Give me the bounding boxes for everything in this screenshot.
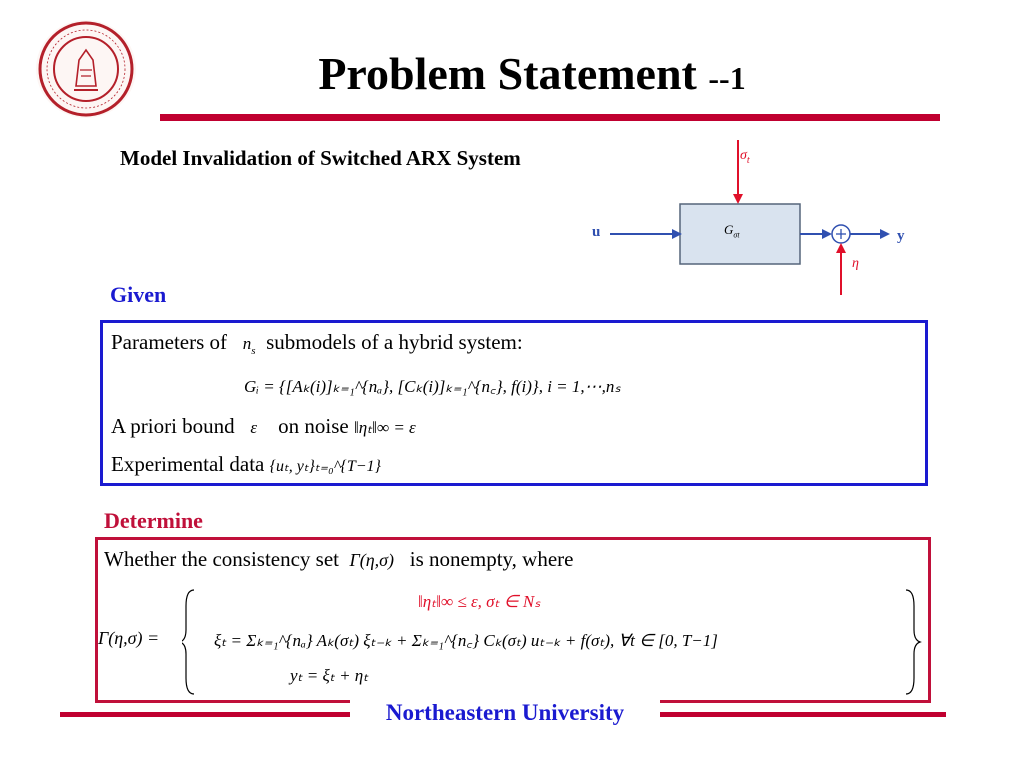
- determine-line1: Whether the consistency set Γ(η,σ) is nonempty, where: [104, 547, 574, 571]
- page-title: [0, 46, 1024, 106]
- title-rule: [160, 114, 940, 121]
- given-formula-models: Gᵢ = {[Aₖ(i)]ₖ₌₁^{nₐ}, [Cₖ(i)]ₖ₌₁^{n꜀}, f(i)}, i = 1,⋯,nₛ: [244, 377, 621, 396]
- given-line3: A priori bound ε on noise ‖ηₜ‖∞ = ε: [111, 414, 416, 438]
- subtitle: Model Invalidation of Switched ARX System: [120, 146, 521, 170]
- title-suffix: --1: [708, 60, 746, 96]
- consistency-cond-output: yₜ = ξₜ + ηₜ: [290, 666, 369, 685]
- footer-rule-left: [60, 712, 350, 717]
- given-heading: Given: [110, 282, 167, 307]
- determine-heading: Determine: [104, 508, 203, 533]
- system-block-diagram: [590, 140, 920, 300]
- diagram-noise-label: η: [852, 256, 859, 271]
- title-main: Problem Statement: [318, 48, 697, 99]
- diagram-block-label: $G_{\sigma t}$: [724, 222, 740, 240]
- consistency-set-lhs: Γ(η,σ) =: [98, 628, 160, 648]
- given-line1: Parameters of $n_s$ submodels of a hybrid system:: [111, 330, 523, 358]
- diagram-switch-label: $\sigma_t$: [740, 148, 750, 166]
- consistency-cond-bound: ‖ηₜ‖∞ ≤ ε, σₜ ∈ Nₛ: [418, 592, 541, 611]
- diagram-output-label: y: [897, 228, 905, 244]
- footer-rule-right: [660, 712, 946, 717]
- diagram-input-label: u: [592, 224, 601, 240]
- footer-university: Northeastern University: [350, 700, 660, 726]
- given-line4: Experimental data {uₜ, yₜ}ₜ₌₀^{T−1}: [111, 452, 381, 476]
- system-block: [680, 204, 800, 264]
- consistency-cond-dynamics: ξₜ = Σₖ₌₁^{nₐ} Aₖ(σₜ) ξₜ₋ₖ + Σₖ₌₁^{n꜀} Cₖ(σₜ) uₜ₋ₖ + f(σₜ), ∀t ∈ [0, T−1]: [214, 631, 718, 650]
